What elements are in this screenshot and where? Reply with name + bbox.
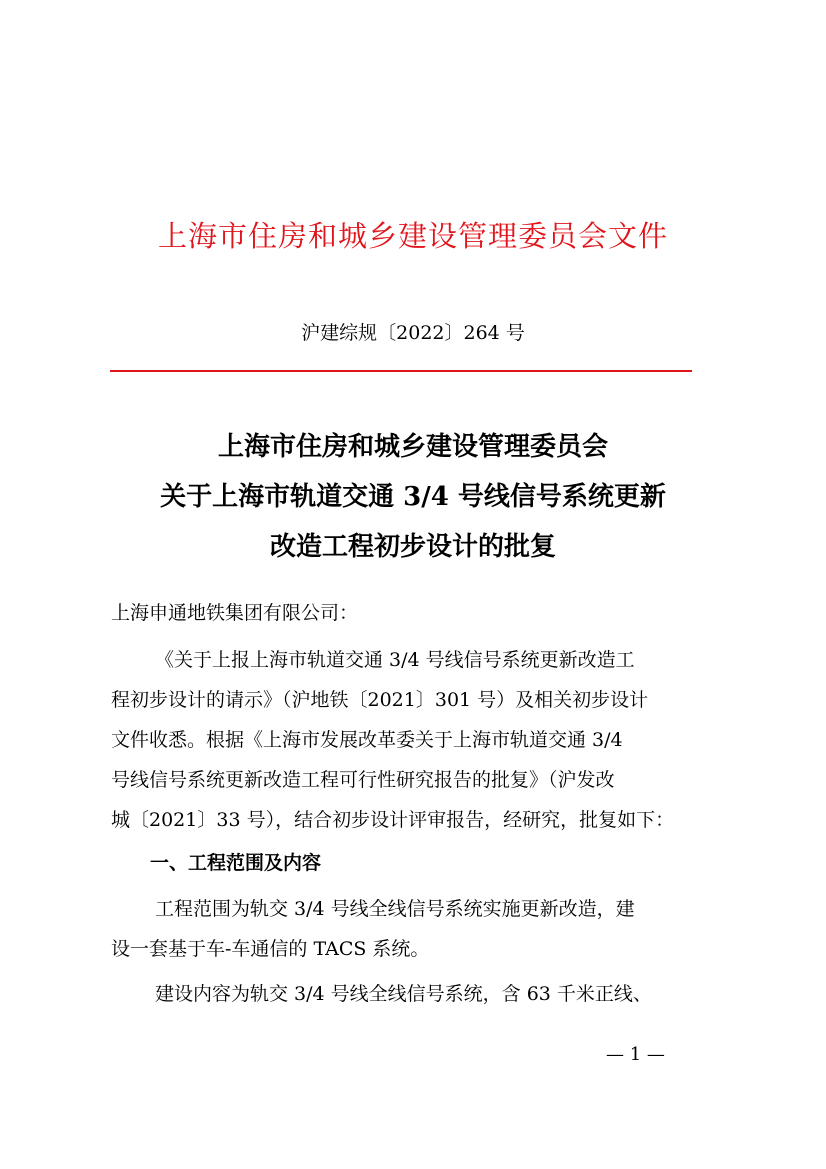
document-number: 沪建综规〔2022〕264 号 <box>301 322 525 344</box>
red-divider-line <box>110 370 692 372</box>
paragraph-line: 城〔2021〕33 号），结合初步设计评审报告，经研究，批复如下： <box>111 809 675 831</box>
addressee: 上海申通地铁集团有限公司： <box>111 602 359 624</box>
paragraph-line: 文件收悉。根据《上海市发展改革委关于上海市轨道交通 3/4 <box>111 729 623 751</box>
section-heading: 一、工程范围及内容 <box>150 852 322 874</box>
paragraph-line: 工程范围为轨交 3/4 号线全线信号系统实施更新改造，建 <box>155 898 635 920</box>
paragraph-line: 程初步设计的请示》（沪地铁〔2021〕301 号）及相关初步设计 <box>111 689 649 711</box>
paragraph-line: 建设内容为轨交 3/4 号线全线信号系统，含 63 千米正线、 <box>155 983 652 1005</box>
paragraph-line: 号线信号系统更新改造工程可行性研究报告的批复》（沪发改 <box>111 769 615 791</box>
page-number: — 1 — <box>606 1044 665 1065</box>
document-title-line-2: 关于上海市轨道交通 3/4 号线信号系统更新 <box>160 482 666 512</box>
issuer-title: 上海市住房和城乡建设管理委员会文件 <box>157 219 668 253</box>
document-title-line-1: 上海市住房和城乡建设管理委员会 <box>217 432 608 462</box>
paragraph-line: 设一套基于车-车通信的 TACS 系统。 <box>111 938 430 960</box>
paragraph-line: 《关于上报上海市轨道交通 3/4 号线信号系统更新改造工 <box>155 649 635 671</box>
document-title-line-3: 改造工程初步设计的批复 <box>269 532 556 562</box>
